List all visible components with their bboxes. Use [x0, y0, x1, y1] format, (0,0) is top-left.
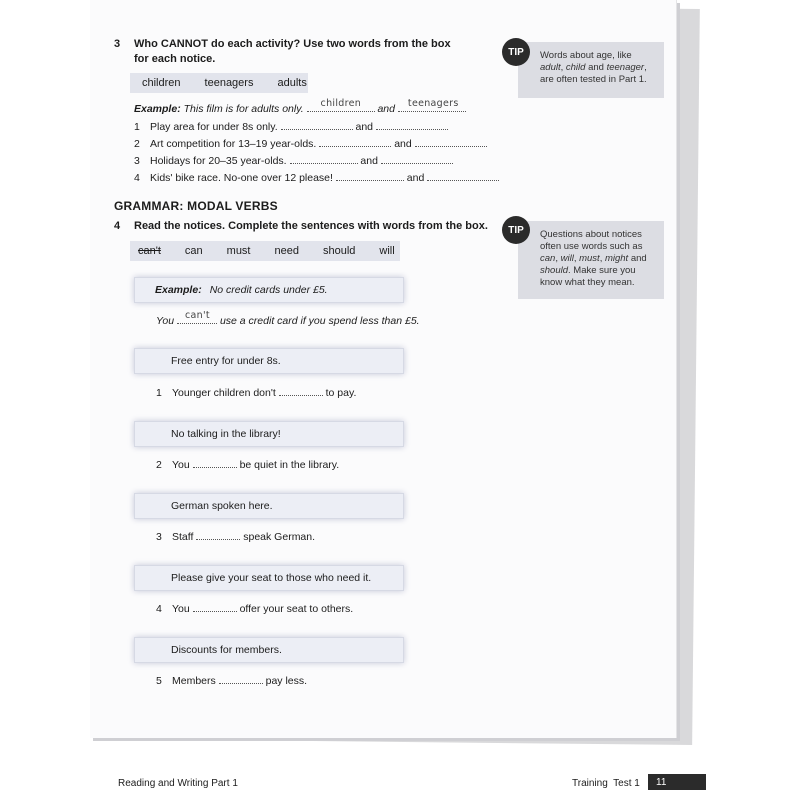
exercise-4-item [156, 386, 356, 399]
notice [134, 348, 404, 374]
tip-text: , are often tested in Part 1. [540, 62, 647, 85]
sentence-before: Younger children don't [172, 387, 276, 399]
tip-text: , [555, 253, 561, 264]
notice [134, 421, 404, 447]
tip-text: , [560, 62, 566, 73]
exercise-4-item [156, 674, 307, 687]
exercise-3-item [134, 154, 453, 167]
sentence-after: speak German. [243, 531, 316, 543]
example-joiner: and [377, 103, 395, 115]
sentence-before: You [156, 315, 175, 327]
notice [134, 637, 404, 663]
example-sentence [156, 310, 420, 327]
item-text: Holidays for 20–35 year-olds. [150, 155, 287, 167]
word-box-item: can [184, 245, 203, 257]
tip-text: child [565, 62, 586, 73]
exercise-4-item [156, 602, 353, 615]
word-box-item: need [274, 245, 299, 257]
answer-blank[interactable] [427, 171, 499, 181]
exercise-3-item [134, 137, 487, 150]
example-label: Example: [155, 284, 202, 296]
notice-text: No talking in the library! [171, 428, 281, 440]
notice [134, 493, 404, 519]
exercise-3-item [134, 120, 448, 133]
item-number: 4 [156, 603, 162, 615]
example-answer-1: children [320, 98, 362, 109]
example-answer: can't [185, 310, 210, 321]
tip-text: , [573, 253, 580, 264]
sentence-after: use a credit card if you spend less than £5. [219, 315, 420, 327]
word-box-item: can't [138, 245, 161, 257]
workbook-page [90, 0, 677, 738]
tip-text: can [540, 253, 556, 264]
exercise-3-instruction: Who CANNOT do each activity? Use two words from the box for each notice. [134, 38, 451, 65]
tip-text: Words about age, like [540, 50, 632, 61]
sentence-before: Members [172, 675, 216, 687]
tip-text: . Make sure you know what they mean. [540, 265, 636, 288]
word-box-item: teenagers [204, 77, 254, 89]
sentence-after: to pay. [325, 387, 357, 399]
tip-text: Questions about notices often use words such as [540, 229, 643, 252]
item-number: 1 [134, 121, 140, 133]
word-box-item: must [226, 245, 251, 257]
example-blank-1 [307, 98, 375, 112]
tip-text: and [628, 253, 647, 264]
answer-blank[interactable] [281, 120, 353, 130]
notice-text: German spoken here. [171, 500, 273, 512]
tip-text: and [585, 62, 607, 73]
word-box-item: children [142, 77, 181, 89]
answer-blank[interactable] [336, 171, 404, 181]
exercise-4-item [156, 530, 315, 543]
tip-box-modal-verbs [518, 221, 664, 299]
sentence-after: offer your seat to others. [239, 603, 354, 615]
item-text: Kids' bike race. No-one over 12 please! [150, 172, 333, 184]
notice-text: Discounts for members. [171, 644, 282, 656]
tip-text: should [540, 265, 568, 276]
exercise-3-item [134, 171, 499, 184]
tip-text: teenager [606, 62, 645, 73]
example-answer-2: teenagers [407, 98, 459, 109]
tip-text: might [604, 253, 629, 264]
exercise-3-word-box [130, 73, 308, 93]
example-text: This film is for adults only. [183, 103, 304, 115]
exercise-4-word-box [130, 241, 400, 261]
item-joiner: and [360, 155, 378, 167]
sentence-before: You [172, 603, 190, 615]
sentence-after: be quiet in the library. [239, 459, 340, 471]
tip-text: , [599, 253, 605, 264]
exercise-4-number: 4 [114, 220, 121, 232]
item-number: 4 [134, 172, 140, 184]
tip-text: adult [540, 62, 561, 73]
item-number: 3 [134, 155, 140, 167]
item-number: 2 [134, 138, 140, 150]
word-box-item: adults [277, 77, 307, 89]
sentence-before: You [172, 459, 190, 471]
item-number: 5 [156, 675, 162, 687]
tip-badge: TIP [502, 38, 530, 66]
exercise-4-instruction: Read the notices. Complete the sentences with words from the box. [134, 220, 488, 232]
item-text: Art competition for 13–19 year-olds. [150, 138, 317, 150]
page-number: 11 [648, 774, 706, 790]
item-number: 3 [156, 531, 162, 543]
notice-example [134, 277, 404, 303]
example-blank [177, 310, 217, 324]
item-number: 1 [156, 387, 162, 399]
notice [134, 565, 404, 591]
item-joiner: and [394, 138, 412, 150]
answer-blank[interactable] [219, 674, 263, 684]
answer-blank[interactable] [376, 120, 448, 130]
answer-blank[interactable] [193, 602, 237, 612]
section-title: GRAMMAR: MODAL VERBS [114, 199, 278, 213]
item-number: 2 [156, 459, 162, 471]
word-box-item: will [379, 245, 395, 257]
footer-test-label: Training Test 1 [572, 778, 640, 789]
example-label: Example: [134, 103, 181, 115]
exercise-3-example [134, 98, 466, 115]
tip-text: must [579, 253, 600, 264]
notice-text: Please give your seat to those who need it. [171, 572, 372, 584]
tip-box-age-words [518, 42, 664, 98]
sentence-after: pay less. [265, 675, 308, 687]
footer-section-title: Reading and Writing Part 1 [118, 778, 238, 789]
answer-blank[interactable] [290, 154, 358, 164]
exercise-3-number: 3 [114, 38, 121, 50]
answer-blank[interactable] [381, 154, 453, 164]
item-joiner: and [406, 172, 425, 184]
tip-badge: TIP [502, 216, 530, 244]
item-joiner: and [355, 121, 374, 133]
tip-text: will [560, 253, 574, 264]
answer-blank[interactable] [196, 530, 240, 540]
exercise-4-item [156, 458, 339, 471]
answer-blank[interactable] [193, 458, 237, 468]
notice-text: No credit cards under £5. [209, 284, 328, 296]
notice-text: Free entry for under 8s. [171, 355, 281, 367]
word-box-item: should [322, 245, 356, 257]
answer-blank[interactable] [415, 137, 487, 147]
answer-blank[interactable] [279, 386, 323, 396]
answer-blank[interactable] [319, 137, 391, 147]
example-blank-2 [398, 98, 466, 112]
sentence-before: Staff [172, 531, 194, 543]
item-text: Play area for under 8s only. [150, 121, 278, 133]
